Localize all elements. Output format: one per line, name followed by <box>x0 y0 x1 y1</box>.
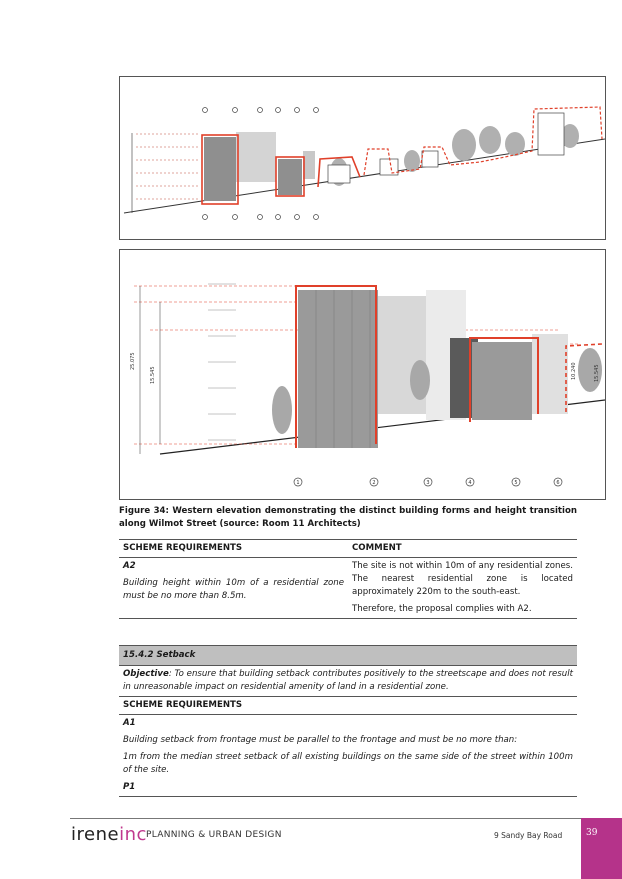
footer-divider <box>70 818 582 819</box>
section-heading: 15.4.2 Setback <box>119 645 577 666</box>
col-header-comment: COMMENT <box>352 543 402 553</box>
objective-text: : To ensure that building setback contributes positively to the streetscape and does not result in unreasonable impact on residential amenity of land in a residential zone. <box>123 669 573 692</box>
brand-tagline: PLANNING & URBAN DESIGN <box>146 830 282 840</box>
figure-caption: Figure 34: Western elevation demonstrating the distinct building forms and height transition along Wilmot Street (source: Room 11 Architects) <box>119 506 577 529</box>
grid-marker-2: 2 <box>372 480 376 486</box>
detail-elevation-drawing <box>120 250 606 500</box>
street-elevation-figure <box>119 76 606 240</box>
scheme-requirements-header: SCHEME REQUIREMENTS <box>119 697 577 715</box>
grid-marker-4: 4 <box>468 480 472 486</box>
grid-marker-1: 1 <box>296 480 300 486</box>
requirement-ref-p1: P1 <box>123 782 136 792</box>
overall-height-label: 25.075 <box>130 352 136 370</box>
street-elevation-drawing <box>120 77 606 240</box>
setback-section-table <box>119 645 577 797</box>
grid-marker-6: 6 <box>556 480 560 486</box>
footer-address: 9 Sandy Bay Road <box>494 831 563 840</box>
requirement-subtext-a1: 1m from the median street setback of all existing buildings on the same side of the street within 100m of the site. <box>123 752 573 775</box>
tower-building <box>298 290 378 448</box>
page-number: 39 <box>586 828 598 838</box>
grid-marker-3: 3 <box>426 480 430 486</box>
small-height-label: 10.240 <box>571 362 577 380</box>
comment-paragraph-2: Therefore, the proposal complies with A2. <box>352 604 532 614</box>
objective-label: Objective <box>123 669 169 679</box>
requirements-cell <box>119 715 577 796</box>
requirement-text-a1: Building setback from frontage must be parallel to the frontage and must be no more than: <box>123 735 518 745</box>
mid-building <box>472 342 532 420</box>
grid-marker-5: 5 <box>514 480 518 486</box>
scheme-requirements-table-a2 <box>119 539 577 619</box>
objective-cell <box>119 666 577 697</box>
detail-elevation-figure <box>119 249 606 500</box>
comment-paragraph-1: The site is not within 10m of any residential zones. The nearest residential zone is located approximately 220m to the south-east. <box>352 561 573 597</box>
requirement-ref-a2: A2 <box>123 561 136 571</box>
right-height-label: 15.545 <box>594 364 600 382</box>
requirement-ref-a1: A1 <box>123 718 136 728</box>
col-header-requirements: SCHEME REQUIREMENTS <box>123 543 243 553</box>
brand-logo: ireneinc <box>71 824 147 845</box>
height-label: 15.545 <box>150 366 156 384</box>
requirement-text-a2: Building height within 10m of a residential zone must be no more than 8.5m. <box>123 578 344 601</box>
